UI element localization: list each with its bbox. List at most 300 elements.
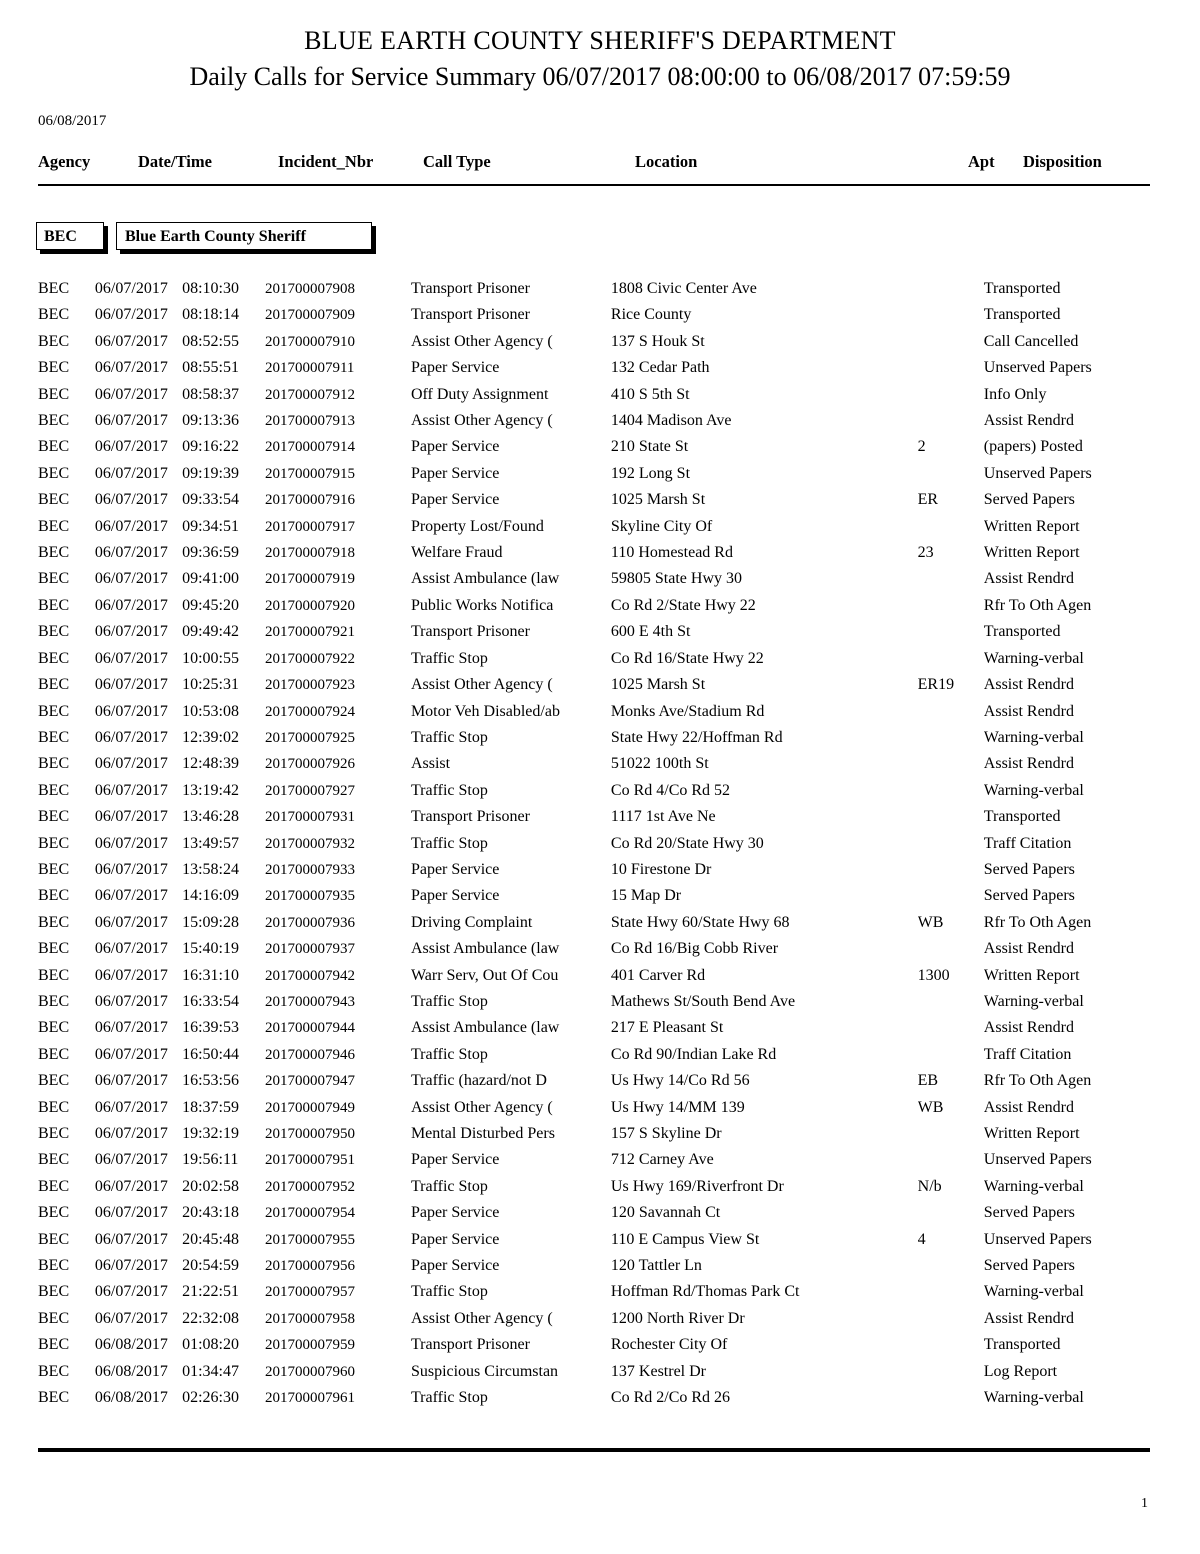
cell-apt: [918, 1306, 984, 1332]
cell-location: Us Hwy 169/Riverfront Dr: [610, 1177, 784, 1195]
cell-disposition: Rfr To Oth Agen: [983, 596, 1092, 614]
cell-incident-nbr: 201700007950: [264, 1126, 355, 1142]
run-date: 06/08/2017: [38, 113, 107, 129]
cell-call-type: Driving Complaint: [410, 913, 533, 931]
cell-incident-nbr: 201700007960: [264, 1363, 355, 1380]
cell-time: 08:18:14: [182, 306, 239, 324]
cell-date: 06/07/2017: [94, 1283, 168, 1301]
cell-agency: BEC: [38, 966, 70, 984]
cell-agency: BEC: [38, 412, 70, 430]
table-row: [38, 355, 1152, 381]
cell-date: 06/08/2017: [94, 1389, 168, 1407]
cell-agency: BEC: [38, 306, 70, 324]
agency-code-box: BEC: [36, 222, 104, 250]
table-row: [38, 1385, 1152, 1411]
cell-agency: BEC: [38, 596, 70, 614]
cell-time: 01:08:20: [182, 1336, 239, 1354]
cell-call-type: Assist Ambulance (law: [410, 940, 560, 958]
cell-date: 06/07/2017: [94, 1072, 168, 1090]
cell-location: Co Rd 4/Co Rd 52: [610, 781, 731, 799]
cell-time: 21:22:51: [182, 1283, 239, 1301]
cell-disposition: Assist Rendrd: [983, 1309, 1075, 1327]
cell-agency: BEC: [38, 1389, 70, 1407]
cell-date: 06/07/2017: [94, 596, 168, 614]
cell-time: 15:40:19: [182, 940, 239, 958]
table-row: [38, 487, 1152, 513]
cell-agency: BEC: [38, 834, 70, 852]
cell-apt: 23: [917, 544, 934, 562]
cell-incident-nbr: 201700007919: [264, 571, 355, 588]
cell-location: Co Rd 90/Indian Lake Rd: [610, 1045, 777, 1063]
cell-apt: [918, 408, 984, 434]
cell-apt: [918, 804, 984, 830]
table-row: [38, 857, 1152, 883]
cell-apt: WB: [917, 1098, 944, 1116]
cell-date: 06/07/2017: [94, 913, 168, 931]
cell-call-type: Transport Prisoner: [410, 623, 530, 641]
cell-apt: EB: [917, 1072, 939, 1090]
cell-disposition: Served Papers: [983, 860, 1075, 878]
cell-date: 06/07/2017: [94, 306, 168, 324]
cell-disposition: Written Report: [983, 544, 1080, 562]
cell-date: 06/08/2017: [94, 1336, 168, 1354]
cell-location: 192 Long St: [610, 464, 691, 482]
cell-disposition: Traff Citation: [983, 834, 1072, 852]
cell-apt: WB: [917, 913, 944, 931]
cell-apt: [918, 857, 984, 883]
cell-incident-nbr: 201700007955: [264, 1231, 355, 1248]
cell-location: Monks Ave/Stadium Rd: [610, 702, 765, 720]
cell-location: 15 Map Dr: [610, 887, 682, 905]
table-column-headers: [38, 152, 1152, 188]
cell-agency: BEC: [38, 517, 70, 535]
cell-location: Mathews St/South Bend Ave: [610, 992, 796, 1010]
table-row: [38, 1042, 1152, 1068]
cell-incident-nbr: 201700007926: [264, 756, 355, 773]
cell-location: 1117 1st Ave Ne: [610, 808, 716, 826]
cell-incident-nbr: 201700007922: [264, 650, 355, 667]
cell-date: 06/07/2017: [94, 280, 168, 297]
cell-date: 06/07/2017: [94, 728, 168, 746]
table-row: [38, 408, 1152, 434]
cell-date: 06/07/2017: [94, 412, 168, 430]
cell-time: 18:37:59: [182, 1098, 239, 1116]
table-row: [38, 1095, 1152, 1121]
table-row: [38, 778, 1152, 804]
cell-apt: ER: [917, 491, 939, 509]
cell-apt: N/b: [917, 1177, 942, 1195]
cell-location: 1025 Marsh St: [610, 676, 706, 694]
cell-date: 06/07/2017: [94, 359, 168, 377]
cell-agency: BEC: [38, 570, 70, 588]
cell-time: 08:52:55: [182, 332, 239, 350]
cell-agency: BEC: [38, 359, 70, 377]
cell-location: Skyline City Of: [610, 517, 713, 535]
cell-incident-nbr: 201700007909: [264, 307, 355, 324]
cell-call-type: Assist Other Agency (: [410, 1098, 553, 1116]
cell-agency: BEC: [38, 332, 70, 350]
cell-time: 19:56:11: [182, 1151, 239, 1169]
cell-call-type: Property Lost/Found: [410, 517, 544, 535]
cell-agency: BEC: [38, 544, 70, 562]
cell-time: 09:45:20: [182, 596, 239, 614]
cell-incident-nbr: 201700007935: [264, 888, 355, 905]
cell-date: 06/07/2017: [94, 966, 168, 984]
calls-table-body: [38, 276, 1152, 1411]
cell-incident-nbr: 201700007952: [264, 1178, 355, 1195]
cell-agency: BEC: [38, 808, 70, 826]
cell-location: 110 E Campus View St: [610, 1230, 760, 1248]
cell-disposition: Served Papers: [983, 491, 1075, 509]
cell-incident-nbr: 201700007924: [264, 703, 355, 720]
cell-time: 09:34:51: [182, 517, 239, 535]
cell-location: 600 E 4th St: [610, 623, 691, 641]
cell-time: 08:10:30: [182, 280, 239, 297]
cell-date: 06/07/2017: [94, 649, 168, 667]
table-row: [38, 540, 1152, 566]
cell-time: 08:58:37: [182, 385, 239, 403]
cell-location: State Hwy 60/State Hwy 68: [610, 913, 790, 931]
cell-apt: [918, 355, 984, 381]
cell-disposition: Served Papers: [983, 1257, 1075, 1275]
cell-date: 06/07/2017: [94, 940, 168, 958]
cell-apt: [918, 936, 984, 962]
cell-disposition: Log Report: [983, 1362, 1058, 1380]
cell-apt: [918, 1359, 984, 1385]
cell-date: 06/07/2017: [94, 1230, 168, 1248]
table-row: [38, 1121, 1152, 1147]
cell-incident-nbr: 201700007918: [264, 545, 355, 562]
cell-apt: [918, 1042, 984, 1068]
cell-disposition: Warning-verbal: [983, 992, 1084, 1010]
cell-disposition: Assist Rendrd: [983, 570, 1075, 588]
cell-call-type: Traffic Stop: [410, 728, 488, 746]
cell-incident-nbr: 201700007944: [264, 1020, 355, 1037]
table-row: [38, 751, 1152, 777]
cell-agency: BEC: [38, 1177, 70, 1195]
cell-disposition: Transported: [983, 1336, 1061, 1354]
table-row: [38, 1147, 1152, 1173]
cell-apt: [918, 1279, 984, 1305]
table-row: [38, 1306, 1152, 1332]
cell-agency: BEC: [38, 702, 70, 720]
table-row: [38, 1332, 1152, 1358]
table-row: [38, 593, 1152, 619]
cell-call-type: Off Duty Assignment: [410, 385, 549, 403]
cell-date: 06/07/2017: [94, 1177, 168, 1195]
cell-incident-nbr: 201700007943: [264, 993, 355, 1010]
cell-agency: BEC: [38, 1362, 70, 1380]
cell-date: 06/07/2017: [94, 992, 168, 1010]
cell-location: State Hwy 22/Hoffman Rd: [610, 728, 783, 746]
cell-location: 157 S Skyline Dr: [610, 1125, 722, 1142]
cell-agency: BEC: [38, 940, 70, 958]
table-row: [38, 883, 1152, 909]
cell-apt: [918, 329, 984, 355]
cell-incident-nbr: 201700007959: [264, 1337, 355, 1354]
cell-time: 13:19:42: [182, 781, 239, 799]
cell-date: 06/07/2017: [94, 1204, 168, 1222]
cell-call-type: Traffic Stop: [410, 1177, 488, 1195]
cell-date: 06/07/2017: [94, 491, 168, 509]
cell-incident-nbr: 201700007947: [264, 1073, 355, 1090]
cell-agency: BEC: [38, 1098, 70, 1116]
footer-divider-rule: [38, 1448, 1150, 1452]
cell-call-type: Paper Service: [410, 1257, 500, 1275]
cell-agency: BEC: [38, 280, 70, 297]
cell-location: 1025 Marsh St: [610, 491, 706, 509]
table-row: [38, 382, 1152, 408]
cell-call-type: Traffic Stop: [410, 992, 488, 1010]
cell-apt: [918, 514, 984, 540]
cell-apt: [918, 619, 984, 645]
cell-time: 20:43:18: [182, 1204, 239, 1222]
cell-date: 06/07/2017: [94, 623, 168, 641]
cell-date: 06/07/2017: [94, 834, 168, 852]
cell-agency: BEC: [38, 1125, 70, 1142]
cell-incident-nbr: 201700007936: [264, 914, 355, 931]
cell-location: 1200 North River Dr: [610, 1309, 745, 1327]
cell-agency: BEC: [38, 887, 70, 905]
cell-time: 01:34:47: [182, 1362, 239, 1380]
cell-incident-nbr: 201700007927: [264, 782, 355, 799]
cell-call-type: Paper Service: [410, 860, 500, 878]
table-row: [38, 936, 1152, 962]
cell-location: 410 S 5th St: [610, 385, 690, 403]
cell-disposition: Info Only: [983, 385, 1047, 403]
cell-location: 120 Tattler Ln: [610, 1257, 702, 1275]
cell-incident-nbr: 201700007912: [264, 386, 355, 403]
cell-location: 210 State St: [610, 438, 689, 456]
cell-apt: [918, 593, 984, 619]
cell-disposition: Served Papers: [983, 887, 1075, 905]
cell-call-type: Traffic Stop: [410, 1283, 488, 1301]
cell-location: 712 Carney Ave: [610, 1151, 714, 1169]
cell-call-type: Mental Disturbed Pers: [410, 1125, 555, 1142]
cell-time: 20:02:58: [182, 1177, 239, 1195]
cell-incident-nbr: 201700007925: [264, 729, 355, 746]
cell-time: 22:32:08: [182, 1309, 239, 1327]
cell-incident-nbr: 201700007915: [264, 465, 355, 482]
table-row: [38, 910, 1152, 936]
cell-location: Us Hwy 14/MM 139: [610, 1098, 745, 1116]
cell-agency: BEC: [38, 623, 70, 641]
cell-disposition: Assist Rendrd: [983, 1098, 1075, 1116]
cell-apt: [918, 989, 984, 1015]
cell-agency: BEC: [38, 1019, 70, 1037]
cell-disposition: Written Report: [983, 1125, 1080, 1142]
cell-disposition: Transported: [983, 808, 1061, 826]
cell-time: 16:53:56: [182, 1072, 239, 1090]
cell-location: 132 Cedar Path: [610, 359, 710, 377]
cell-incident-nbr: 201700007942: [264, 967, 355, 984]
cell-location: 137 Kestrel Dr: [610, 1362, 706, 1380]
cell-apt: [918, 883, 984, 909]
cell-call-type: Traffic Stop: [410, 781, 488, 799]
cell-call-type: Suspicious Circumstan: [410, 1362, 559, 1380]
cell-disposition: Assist Rendrd: [983, 702, 1075, 720]
cell-agency: BEC: [38, 1309, 70, 1327]
cell-call-type: Traffic Stop: [410, 1045, 488, 1063]
cell-time: 08:55:51: [182, 359, 239, 377]
cell-disposition: Unserved Papers: [983, 1230, 1092, 1248]
cell-time: 09:33:54: [182, 491, 239, 509]
cell-time: 09:13:36: [182, 412, 239, 430]
cell-incident-nbr: 201700007913: [264, 413, 355, 430]
cell-time: 10:53:08: [182, 702, 239, 720]
column-header-apt: Apt: [968, 152, 995, 171]
page-number: 1: [1141, 1496, 1148, 1511]
column-header-disposition: Disposition: [1023, 152, 1102, 171]
cell-incident-nbr: 201700007931: [264, 809, 355, 826]
table-row: [38, 1015, 1152, 1041]
column-header-agency: Agency: [38, 152, 91, 171]
cell-apt: 1300: [917, 966, 950, 984]
cell-call-type: Transport Prisoner: [410, 1336, 530, 1354]
cell-agency: BEC: [38, 1045, 70, 1063]
cell-time: 14:16:09: [182, 887, 239, 905]
cell-incident-nbr: 201700007951: [264, 1152, 355, 1169]
table-row: [38, 1200, 1152, 1226]
cell-agency: BEC: [38, 1151, 70, 1169]
table-row: [38, 434, 1152, 460]
cell-disposition: Warning-verbal: [983, 649, 1084, 667]
table-row: [38, 1068, 1152, 1094]
cell-call-type: Paper Service: [410, 464, 500, 482]
cell-disposition: Assist Rendrd: [983, 940, 1075, 958]
cell-date: 06/07/2017: [94, 1045, 168, 1063]
cell-location: Co Rd 16/Big Cobb River: [610, 940, 779, 958]
column-header-call-type: Call Type: [423, 152, 491, 171]
cell-date: 06/07/2017: [94, 464, 168, 482]
table-row: [38, 276, 1152, 302]
cell-date: 06/07/2017: [94, 808, 168, 826]
cell-time: 09:16:22: [182, 438, 239, 456]
table-row: [38, 963, 1152, 989]
cell-apt: [918, 725, 984, 751]
cell-apt: [918, 751, 984, 777]
cell-call-type: Traffic Stop: [410, 834, 488, 852]
cell-apt: [918, 646, 984, 672]
cell-time: 16:33:54: [182, 992, 239, 1010]
header-divider-rule: [38, 184, 1150, 186]
table-row: [38, 1359, 1152, 1385]
cell-location: 10 Firestone Dr: [610, 860, 712, 878]
cell-disposition: Unserved Papers: [983, 359, 1092, 377]
column-header-datetime: Date/Time: [138, 152, 212, 171]
cell-date: 06/07/2017: [94, 1309, 168, 1327]
table-row: [38, 566, 1152, 592]
cell-disposition: Warning-verbal: [983, 781, 1084, 799]
cell-time: 13:49:57: [182, 834, 239, 852]
table-row: [38, 804, 1152, 830]
table-row: [38, 302, 1152, 328]
cell-agency: BEC: [38, 676, 70, 694]
cell-apt: 2: [917, 438, 926, 456]
cell-call-type: Paper Service: [410, 1151, 500, 1169]
table-row: [38, 1174, 1152, 1200]
cell-time: 12:39:02: [182, 728, 239, 746]
cell-call-type: Traffic (hazard/not D: [410, 1072, 547, 1090]
cell-agency: BEC: [38, 491, 70, 509]
cell-disposition: Written Report: [983, 517, 1080, 535]
cell-disposition: Unserved Papers: [983, 464, 1092, 482]
table-row: [38, 329, 1152, 355]
table-row: [38, 646, 1152, 672]
cell-apt: [918, 1332, 984, 1358]
cell-apt: [918, 1015, 984, 1041]
cell-incident-nbr: 201700007958: [264, 1310, 355, 1327]
cell-disposition: Unserved Papers: [983, 1151, 1092, 1169]
cell-date: 06/07/2017: [94, 1098, 168, 1116]
cell-time: 13:46:28: [182, 808, 239, 826]
cell-time: 02:26:30: [182, 1389, 239, 1407]
cell-disposition: Traff Citation: [983, 1045, 1072, 1063]
cell-incident-nbr: 201700007917: [264, 518, 355, 535]
cell-agency: BEC: [38, 1257, 70, 1275]
cell-date: 06/07/2017: [94, 860, 168, 878]
cell-time: 10:00:55: [182, 649, 239, 667]
cell-apt: [918, 1385, 984, 1411]
cell-incident-nbr: 201700007932: [264, 835, 355, 852]
table-row: [38, 461, 1152, 487]
cell-disposition: Warning-verbal: [983, 728, 1084, 746]
cell-call-type: Transport Prisoner: [410, 808, 530, 826]
cell-apt: [918, 461, 984, 487]
cell-disposition: Served Papers: [983, 1204, 1075, 1222]
cell-call-type: Assist Ambulance (law: [410, 570, 560, 588]
cell-incident-nbr: 201700007956: [264, 1258, 355, 1275]
cell-agency: BEC: [38, 649, 70, 667]
cell-apt: [918, 566, 984, 592]
cell-call-type: Assist Other Agency (: [410, 412, 553, 430]
cell-agency: BEC: [38, 992, 70, 1010]
table-row: [38, 1227, 1152, 1253]
cell-call-type: Paper Service: [410, 438, 500, 456]
cell-agency: BEC: [38, 1283, 70, 1301]
cell-location: Rice County: [610, 306, 692, 324]
cell-incident-nbr: 201700007949: [264, 1099, 355, 1116]
cell-agency: BEC: [38, 1204, 70, 1222]
cell-location: 1808 Civic Center Ave: [610, 280, 757, 297]
cell-date: 06/07/2017: [94, 781, 168, 799]
cell-location: Co Rd 16/State Hwy 22: [610, 649, 764, 667]
cell-incident-nbr: 201700007920: [264, 597, 355, 614]
cell-incident-nbr: 201700007914: [264, 439, 355, 456]
cell-call-type: Public Works Notifica: [410, 596, 554, 614]
cell-location: Us Hwy 14/Co Rd 56: [610, 1072, 750, 1090]
cell-call-type: Transport Prisoner: [410, 280, 530, 297]
cell-call-type: Paper Service: [410, 887, 500, 905]
cell-date: 06/07/2017: [94, 570, 168, 588]
cell-time: 12:48:39: [182, 755, 239, 773]
cell-time: 15:09:28: [182, 913, 239, 931]
cell-apt: [918, 1253, 984, 1279]
cell-call-type: Paper Service: [410, 1204, 500, 1222]
cell-disposition: Transported: [983, 306, 1061, 324]
cell-location: Rochester City Of: [610, 1336, 728, 1354]
cell-disposition: Transported: [983, 623, 1061, 641]
cell-disposition: Warning-verbal: [983, 1177, 1084, 1195]
cell-call-type: Assist Other Agency (: [410, 332, 553, 350]
cell-location: 1404 Madison Ave: [610, 412, 732, 430]
cell-apt: ER19: [917, 676, 955, 694]
cell-date: 06/07/2017: [94, 755, 168, 773]
cell-incident-nbr: 201700007923: [264, 677, 355, 694]
cell-agency: BEC: [38, 781, 70, 799]
cell-agency: BEC: [38, 913, 70, 931]
cell-date: 06/07/2017: [94, 517, 168, 535]
